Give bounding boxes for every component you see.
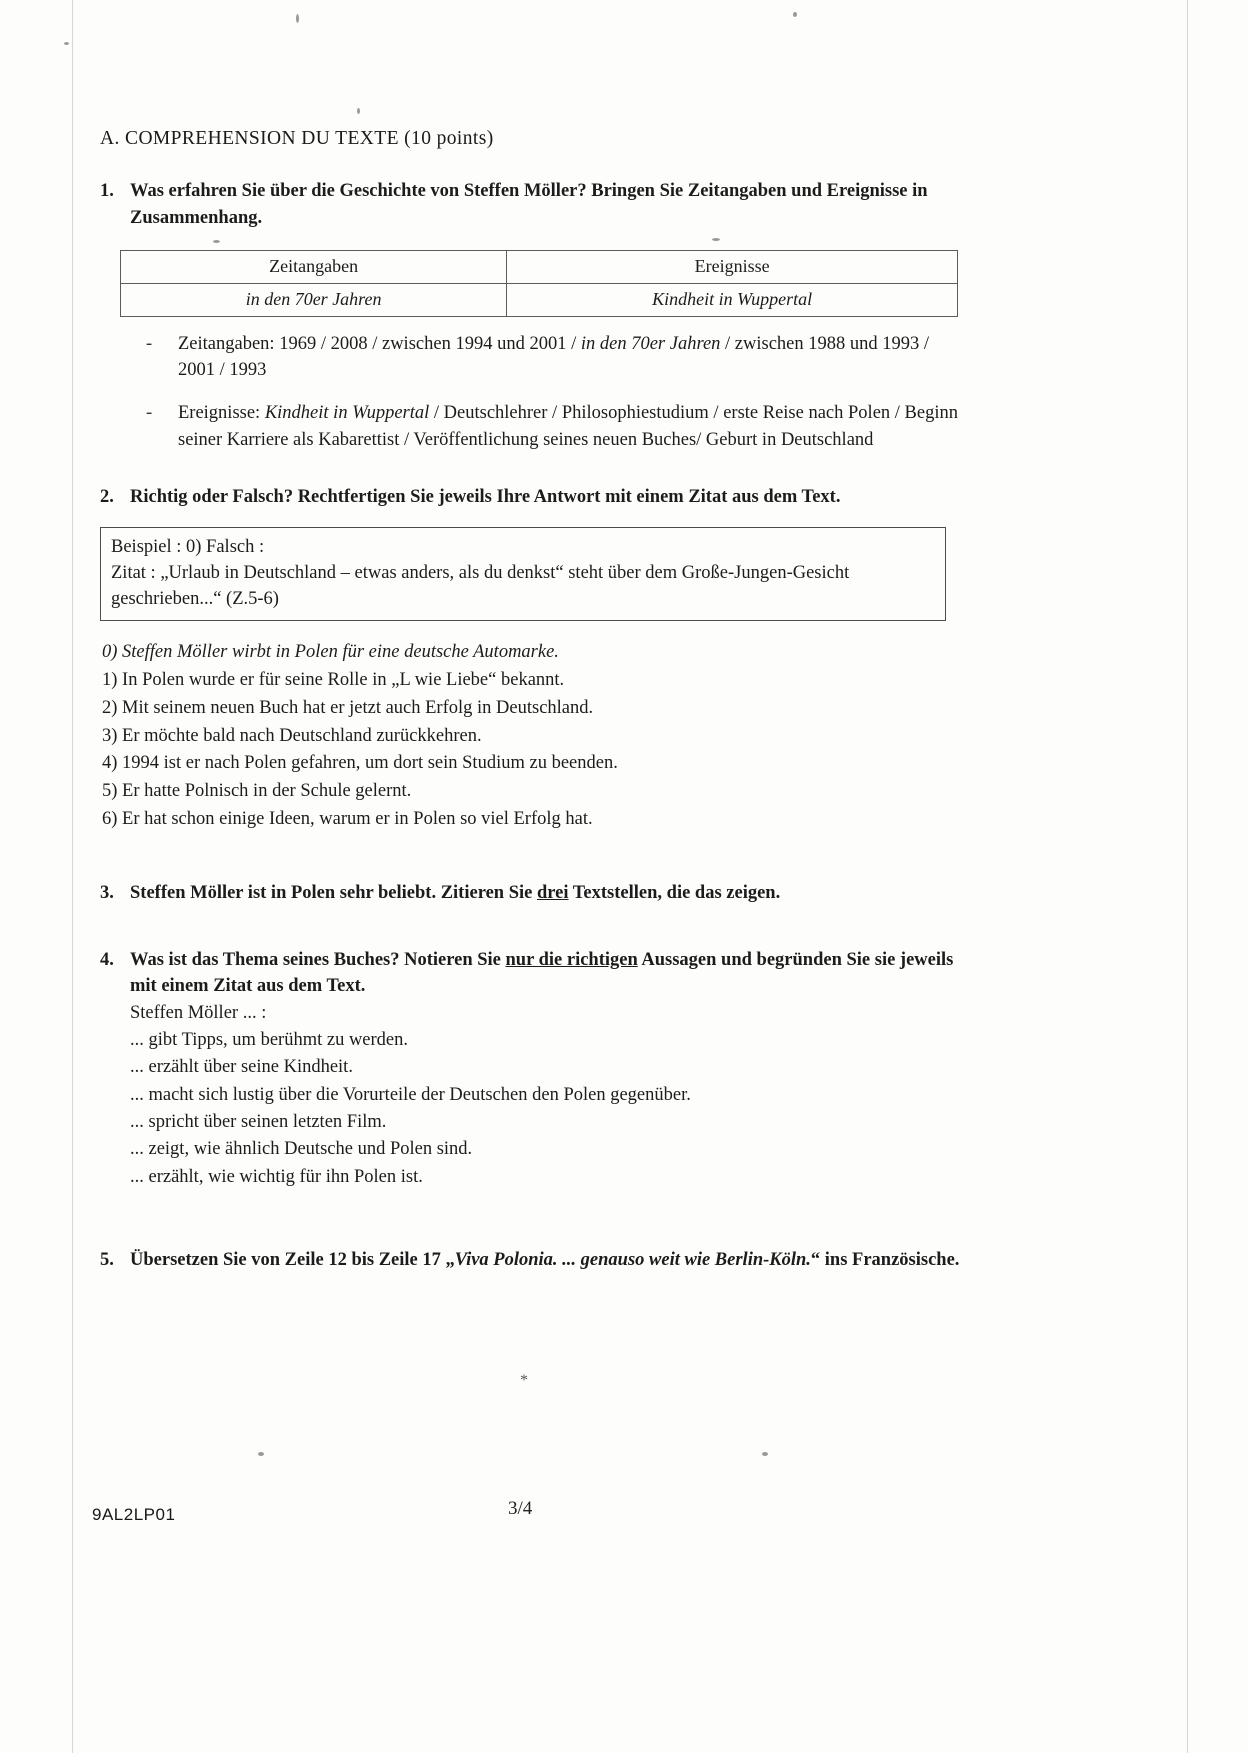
question-1 [100,178,970,232]
scan-speck [296,14,299,23]
question-2 [100,484,970,511]
question-4-text [130,947,970,1192]
question-3-number: 3. [100,882,114,903]
question-1-number: 1. [100,181,114,201]
section-title: A. COMPREHENSION DU TEXTE (10 points) [100,128,494,149]
question-4-lead-in: Steffen Möller ... : [130,1003,267,1024]
example-box [100,527,946,622]
question-2-number: 2. [100,486,114,507]
statement-0: 0) Steffen Möller wirbt in Polen für eine deutsche Automarke. [102,642,559,663]
scan-speck [64,42,69,45]
question-5 [100,1247,970,1274]
question-5-part-after: “ ins Französische. [810,1250,960,1271]
statement-6: 6) Er hat schon einige Ideen, warum er in Polen so viel Erfolg hat. [102,808,593,829]
question-3-text [130,880,970,907]
question-5-text [130,1247,970,1274]
table-header-row [121,250,958,283]
bullet-label-zeitangaben: Zeitangaben: [178,333,275,354]
question-2-text: Richtig oder Falsch? Rechtfertigen Sie jeweils Ihre Antwort mit einem Zitat aus dem Text. [130,486,841,507]
question-3-underlined: drei [536,882,569,903]
list-item-zeitangaben [140,331,970,385]
bullet-part-italic: Kindheit in Wuppertal [264,403,430,424]
bullet-label-ereignisse: Ereignisse: [178,403,261,424]
example-line-1: Beispiel : 0) Falsch : [111,536,265,557]
table-header-zeitangaben: Zeitangaben [121,250,507,283]
question-3-part-before: Steffen Möller ist in Polen sehr beliebt. Zitieren Sie [130,882,537,903]
option-item: ... zeigt, wie ähnlich Deutsche und Polen sind. [130,1139,473,1160]
statement-3: 3) Er möchte bald nach Deutschland zurückkehren. [102,725,482,746]
table-cell-zeitangabe: in den 70er Jahren [121,283,507,316]
example-line-2: Zitat : „Urlaub in Deutschland – etwas anders, als du denkst“ steht über dem Große-Jungen-Gesicht geschrieben...“ (Z.5-6) [111,562,850,610]
question-5-part-before: Übersetzen Sie von Zeile 12 bis Zeile 17 „ [130,1250,455,1271]
bullet-part: / zwischen 1988 und 1993 / 2001 / 1993 [178,333,930,381]
question-4-options [130,1027,970,1191]
question-4-number: 4. [100,949,114,970]
document-content [100,128,970,1284]
question-4-underlined: nur die richtigen [505,949,638,970]
option-item: ... macht sich lustig über die Vorurteile der Deutschen den Polen gegenüber. [130,1084,691,1105]
scan-speck [762,1452,768,1456]
footer-page-number: 3/4 [508,1498,533,1519]
list-item-ereignisse [140,400,970,454]
question-1-text: Was erfahren Sie über die Geschichte von Steffen Möller? Bringen Sie Zeitangaben und Ereignisse in Zusammenhang. [130,181,928,228]
bullet-part-italic: in den 70er Jahren [580,333,721,354]
table-header-ereignisse: Ereignisse [507,250,958,283]
true-false-statements [100,639,970,833]
question-4 [100,947,970,1192]
bullet-part: / Deutschlehrer / Philosophiestudium / erste Reise nach Polen / Beginn seiner Karriere als Kabarettist / Veröffentlichung seines neuen Buches/ Geburt in Deutschland [178,403,958,451]
question-5-quote: Viva Polonia. ... genauso weit wie Berlin-Köln. [454,1250,811,1271]
scan-speck [357,108,360,114]
footer-exam-code: 9AL2LP01 [92,1505,176,1524]
option-item: ... spricht über seinen letzten Film. [130,1112,387,1133]
word-bank-list [100,331,970,454]
statement-4: 4) 1994 ist er nach Polen gefahren, um dort sein Studium zu beenden. [102,753,618,774]
question-4-part-before: Was ist das Thema seines Buches? Notieren Sie [130,949,506,970]
zeitangaben-table [120,250,958,317]
option-item: ... gibt Tipps, um berühmt zu werden. [130,1029,409,1050]
option-item: ... erzählt, wie wichtig für ihn Polen ist. [130,1166,423,1187]
scan-edge-left [72,0,73,1753]
question-5-number: 5. [100,1250,114,1271]
statement-2: 2) Mit seinem neuen Buch hat er jetzt auch Erfolg in Deutschland. [102,697,594,718]
scan-speck [258,1452,264,1456]
statement-1: 1) In Polen wurde er für seine Rolle in „L wie Liebe“ bekannt. [102,670,565,691]
section-separator-asterisk: * [520,1372,528,1389]
question-3-part-after: Textstellen, die das zeigen. [568,882,781,903]
bullet-part: 1969 / 2008 / zwischen 1994 und 2001 / [274,333,581,354]
option-item: ... erzählt über seine Kindheit. [130,1057,353,1078]
question-3 [100,880,970,907]
question-4-part-after: Aussagen und begründen Sie sie jeweils mit einem Zitat aus dem Text. [130,949,954,997]
table-cell-ereignis: Kindheit in Wuppertal [507,283,958,316]
table-row [121,283,958,316]
scan-speck [793,12,797,17]
statement-5: 5) Er hatte Polnisch in der Schule gelernt. [102,781,412,802]
scan-edge-right [1187,0,1188,1753]
